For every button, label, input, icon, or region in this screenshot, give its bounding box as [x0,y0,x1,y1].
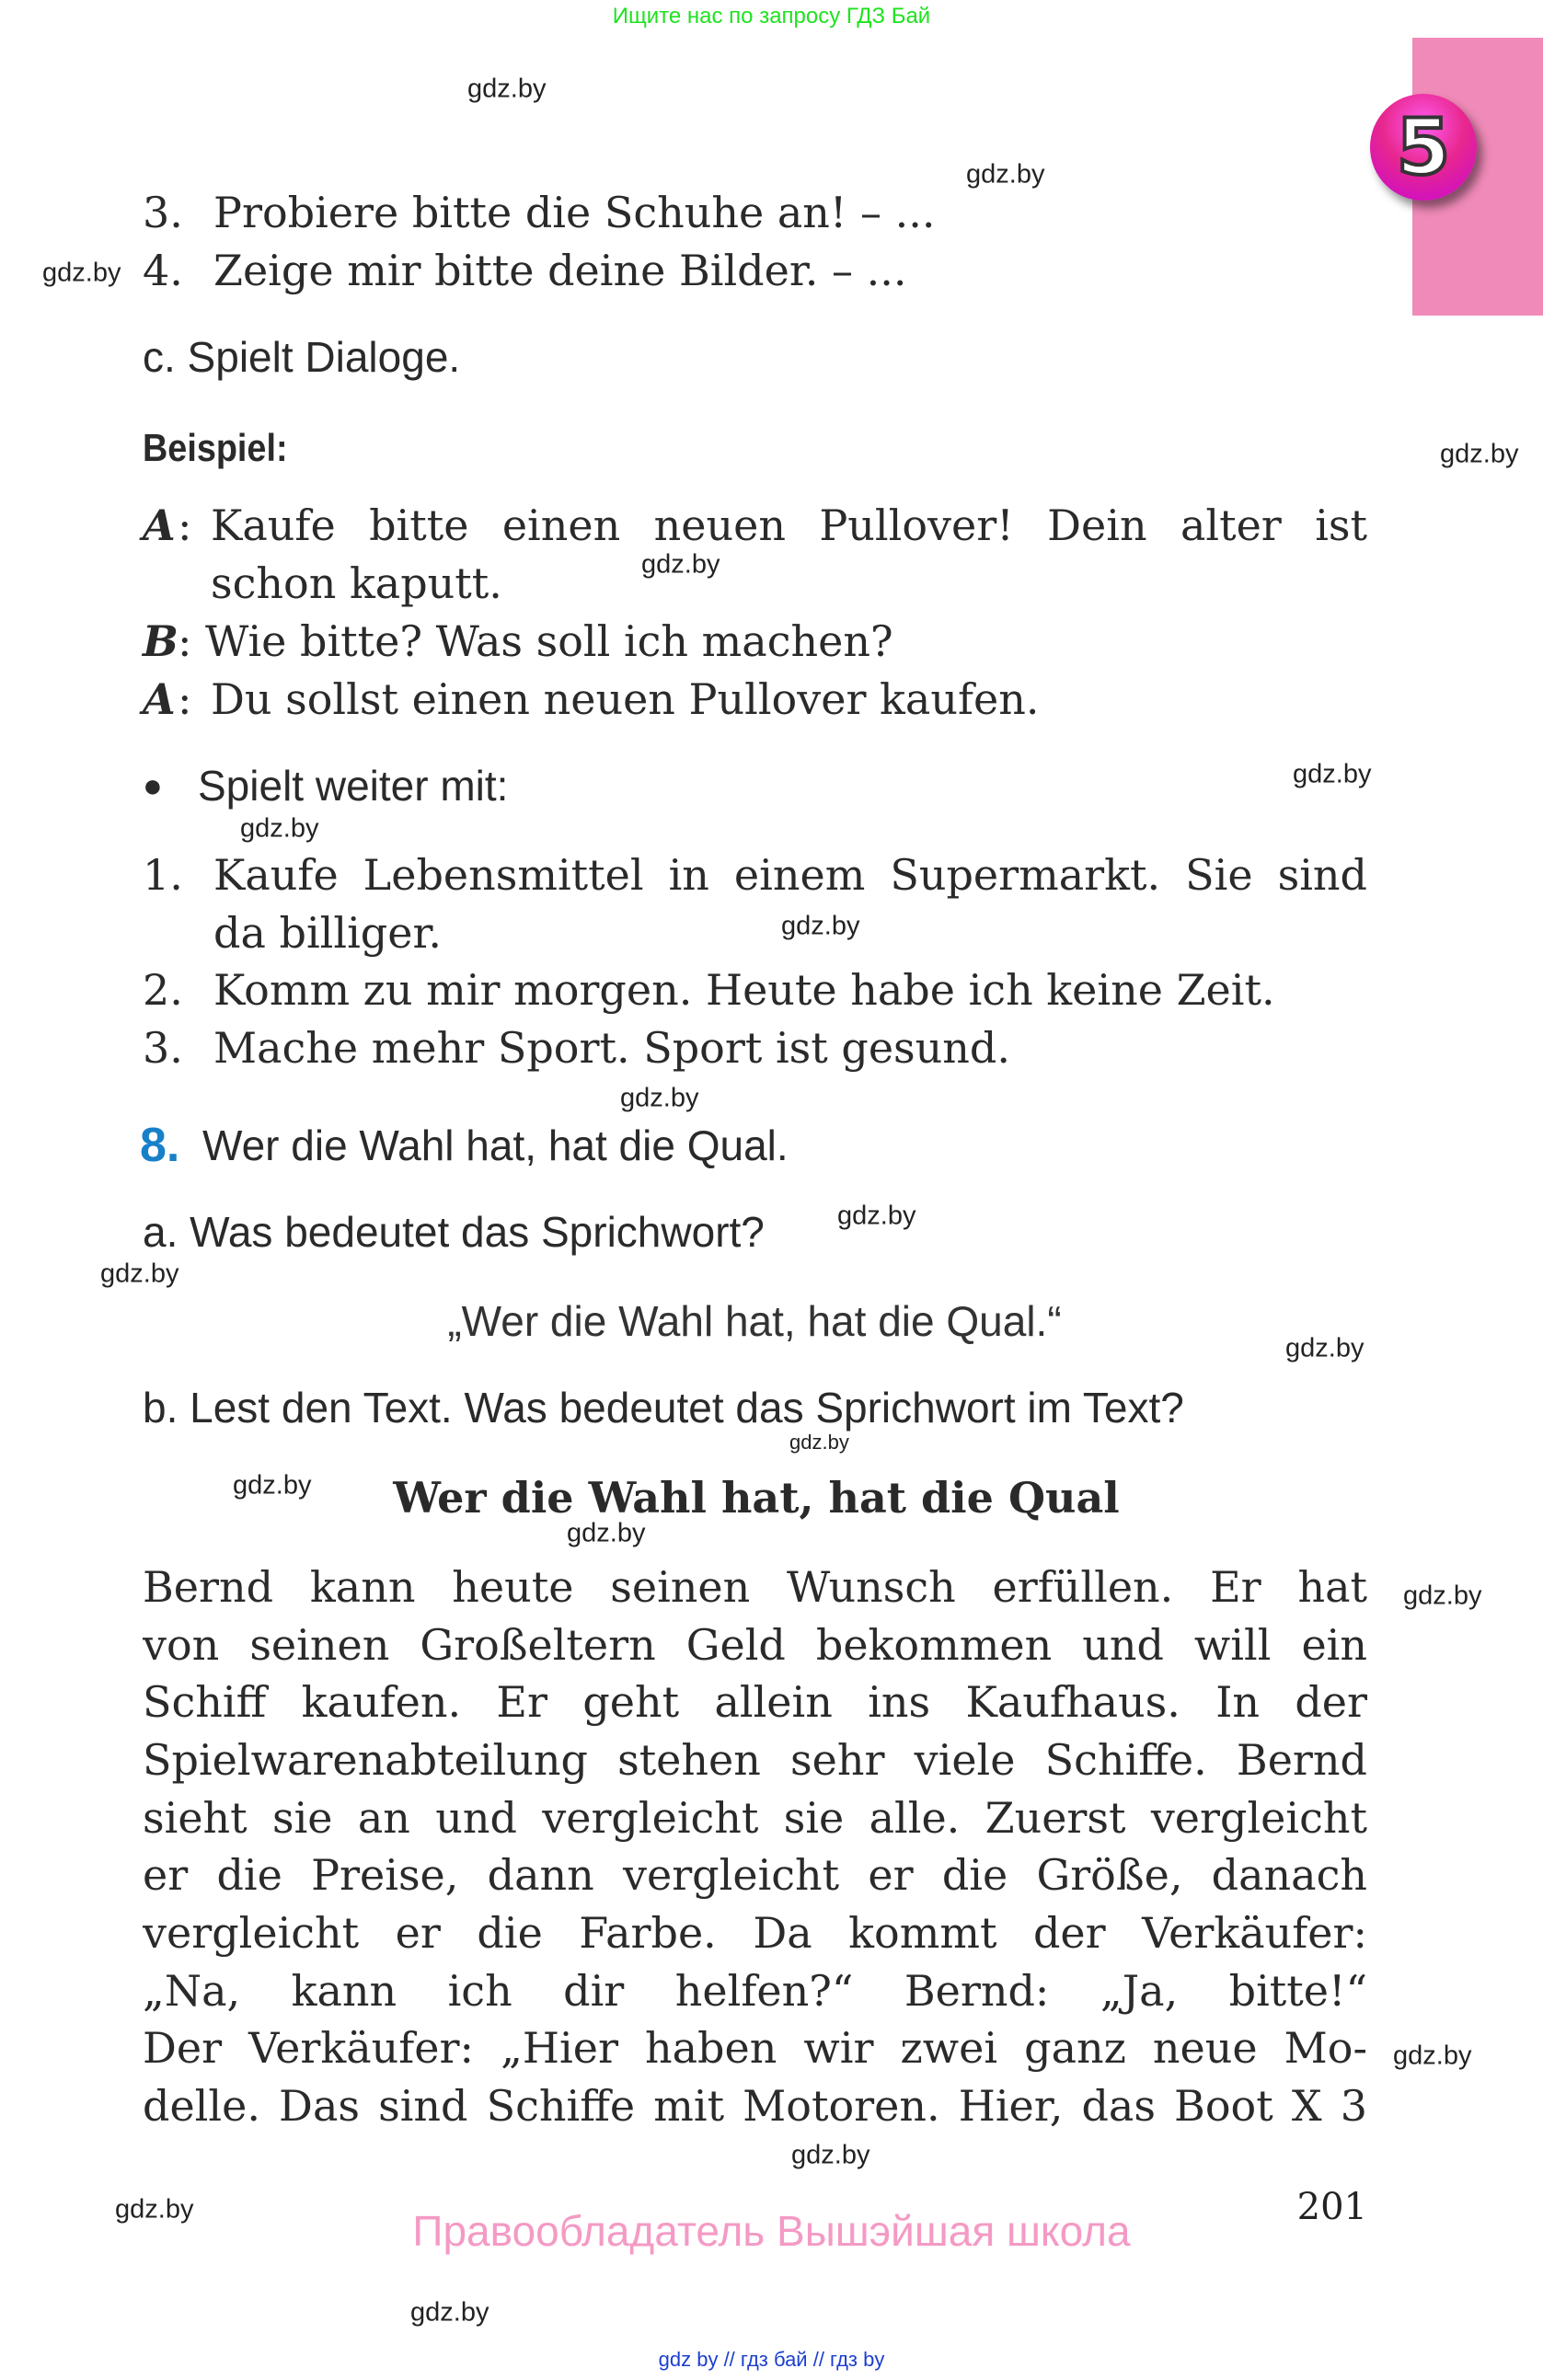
speaker-label: A [143,500,176,550]
list-number: 1. [143,850,183,900]
task-heading: c. Spielt Dialoge. [143,333,461,381]
watermark: gdz.by [240,813,319,844]
task-heading: b. Lest den Text. Was bedeutet das Sprichwort im Text? [143,1384,1184,1431]
watermark: gdz.by [641,549,720,580]
watermark: gdz.by [837,1201,916,1231]
watermark: gdz.by [781,911,860,941]
watermark: gdz.by [966,159,1045,190]
chapter-badge: 5 [1370,94,1477,201]
watermark: gdz.by [115,2194,194,2225]
list-number: 2. [143,965,183,1015]
watermark: gdz.by [467,74,547,104]
exercise-number: 8. [140,1119,180,1172]
dialog-line: Kaufe bitte einen neuen Pullover! Dein alter ist [211,500,1367,550]
watermark: gdz.by [42,258,121,288]
watermark: gdz.by [789,1431,849,1454]
paragraph-line: von seinen Großeltern Geld bekommen und will ein [143,1620,1367,1670]
watermark: gdz.by [1440,439,1519,469]
list-number: 3. [143,188,183,237]
speaker-label: B [143,616,178,666]
paragraph-line: Der Verkäufer: „Hier haben wir zwei ganz neue Mo- [143,2023,1367,2073]
page-number: 201 [1296,2186,1367,2228]
watermark: gdz.by [1403,1581,1482,1611]
speaker-label: A [143,674,176,724]
copyright-note: Правообладатель Вышэйшая школа [412,2207,1131,2255]
top-note: Ищите нас по запросу ГДЗ Бай [612,4,931,29]
list-item: Mache mehr Sport. Sport ist gesund. [213,1023,1010,1073]
paragraph-line: Schiff kaufen. Er geht allein ins Kaufhaus. In der [143,1677,1367,1727]
footer-links[interactable]: gdz by // гдз бай // гдз by [658,2348,885,2371]
paragraph-line: Bernd kann heute seinen Wunsch erfüllen. Er hat [143,1562,1367,1612]
paragraph-line: Spielwarenabteilung stehen sehr viele Schiffe. Bernd [143,1735,1367,1785]
list-number: 4. [143,246,183,295]
bullet: ● [143,766,163,804]
exercise-title: Wer die Wahl hat, hat die Qual. [202,1121,789,1169]
text-title: Wer die Wahl hat, hat die Qual [393,1473,1120,1523]
watermark: gdz.by [1285,1333,1365,1363]
list-item: Probiere bitte die Schuhe an! – ... [213,188,936,237]
paragraph-line: „Na, kann ich dir helfen?“ Bernd: „Ja, bitte!“ [143,1966,1367,2016]
speaker-sep: : [178,616,192,666]
paragraph-line: vergleicht er die Farbe. Da kommt der Verkäufer: [143,1908,1367,1958]
paragraph-line: sieht sie an und vergleicht sie alle. Zuerst vergleicht [143,1793,1367,1843]
proverb-quote: „Wer die Wahl hat, hat die Qual.“ [447,1297,1062,1345]
dialog-line: Wie bitte? Was soll ich machen? [205,616,893,666]
list-item: da billiger. [213,908,443,958]
paragraph-line: delle. Das sind Schiffe mit Motoren. Hier, das Boot X 3 [143,2081,1367,2131]
speaker-sep: : [178,500,192,550]
watermark: gdz.by [791,2140,870,2170]
list-item: Zeige mir bitte deine Bilder. – ... [213,246,907,295]
watermark: gdz.by [1393,2041,1472,2071]
watermark: gdz.by [620,1083,699,1113]
task-heading: a. Was bedeutet das Sprichwort? [143,1208,765,1256]
list-item: Komm zu mir morgen. Heute habe ich keine Zeit. [213,965,1275,1015]
watermark: gdz.by [233,1470,312,1500]
example-label: Beispiel: [143,426,288,469]
subtask-heading: Spielt weiter mit: [198,762,509,810]
paragraph-line: er die Preise, dann vergleicht er die Größe, danach [143,1850,1367,1900]
watermark: gdz.by [410,2297,489,2328]
dialog-line: Du sollst einen neuen Pullover kaufen. [211,674,1040,724]
speaker-sep: : [178,674,192,724]
list-number: 3. [143,1023,183,1073]
watermark: gdz.by [567,1518,646,1548]
watermark: gdz.by [100,1259,179,1289]
watermark: gdz.by [1293,759,1372,789]
dialog-line: schon kaputt. [211,558,502,608]
list-item: Kaufe Lebensmittel in einem Supermarkt. Sie sind [213,850,1367,900]
